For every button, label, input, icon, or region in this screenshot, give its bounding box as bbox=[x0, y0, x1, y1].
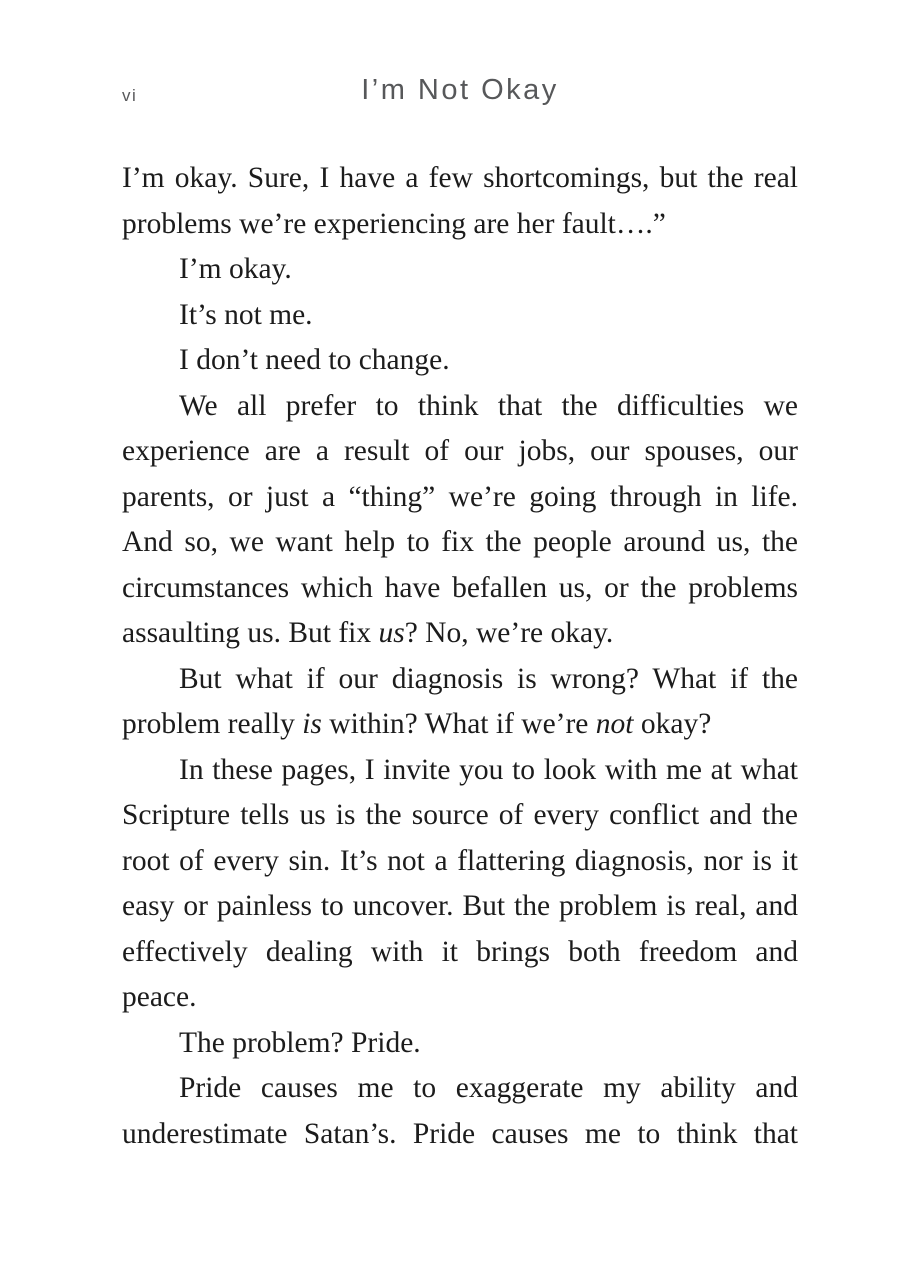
text-segment: I’m okay. bbox=[179, 253, 292, 285]
paragraph bbox=[122, 384, 798, 657]
text-segment: Pride causes me to exaggerate my ability and underestimate Satan’s. Pride causes me to think that bbox=[122, 1072, 798, 1150]
paragraph bbox=[122, 1066, 798, 1157]
paragraph bbox=[122, 293, 798, 339]
text-segment: okay? bbox=[633, 708, 712, 740]
page-number: vi bbox=[122, 86, 138, 105]
paragraph bbox=[122, 338, 798, 384]
running-title: I’m Not Okay bbox=[361, 74, 559, 106]
text-segment: ? No, we’re okay. bbox=[404, 617, 614, 649]
page-header bbox=[122, 74, 798, 116]
paragraph bbox=[122, 247, 798, 293]
italic-segment: us bbox=[378, 617, 405, 649]
text-segment: The problem? Pride. bbox=[179, 1026, 421, 1059]
text-segment: It’s not me. bbox=[179, 298, 313, 331]
paragraph bbox=[122, 657, 798, 748]
paragraph bbox=[122, 1021, 798, 1067]
text-segment: I don’t need to change. bbox=[179, 344, 450, 376]
body-text bbox=[122, 156, 798, 1157]
paragraph bbox=[122, 748, 798, 1021]
italic-segment: not bbox=[595, 708, 634, 740]
text-segment: We all prefer to think that the difficulties we experience are a result of our jobs, our spouses, our parents, or just a “thing” we’re going through in life. And so, we want help to fix the people around us, the circumstances which have befallen us, or the problems assaulting us. But fix bbox=[122, 389, 798, 649]
text-segment: In these pages, I invite you to look with me at what Scripture tells us is the source of every conflict and the root of every sin. It’s not a flattering diagnosis, nor is it easy or painless to uncover. But the problem is real, and effectively dealing with it brings both freedom and peace. bbox=[122, 753, 798, 1013]
text-segment: But what if our diagnosis is wrong? What if the problem really bbox=[122, 662, 798, 740]
italic-segment: is bbox=[302, 708, 322, 740]
paragraph bbox=[122, 156, 798, 247]
text-segment: I’m okay. Sure, I have a few shortcomings, but the real problems we’re experiencing are her fault….” bbox=[122, 162, 798, 240]
text-segment: within? What if we’re bbox=[321, 708, 596, 740]
